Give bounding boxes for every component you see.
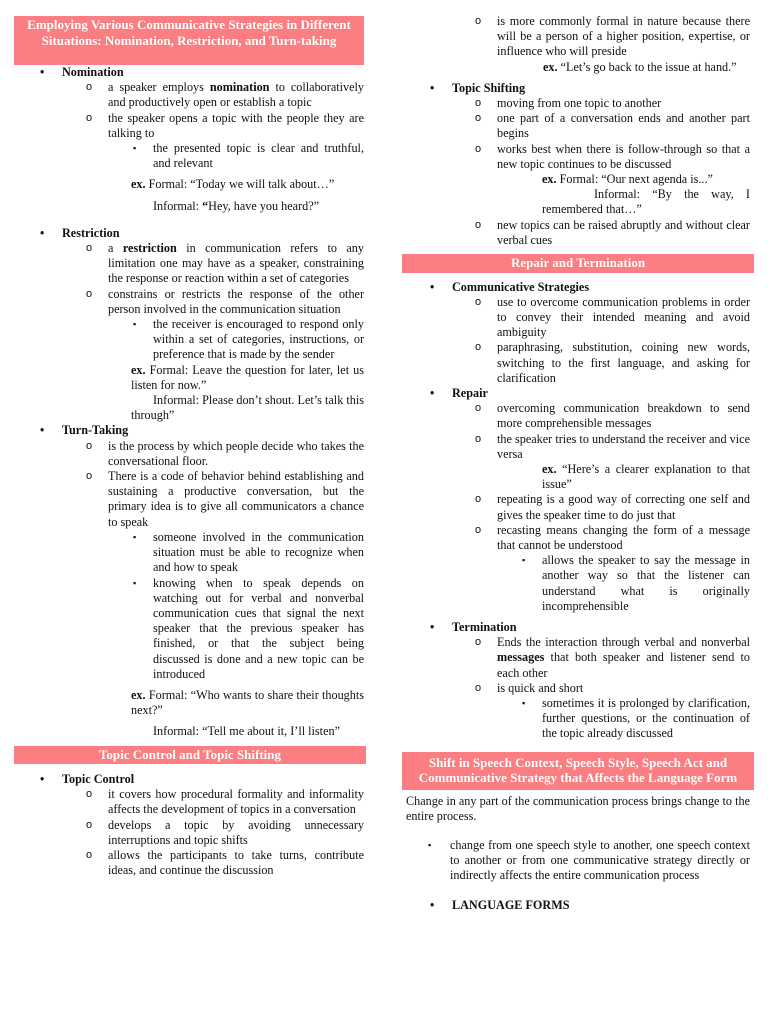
- topic-control-banner: Topic Control and Topic Shifting: [14, 746, 366, 765]
- turn-taking-example-formal: ex. Formal: “Who wants to share their thoughts next?”: [131, 687, 364, 718]
- turn-taking-subitem-2: ▪ knowing when to speak depends on watching out for verbal and nonverbal communication cues that signal the next speaker that the previous speaker has finished, or that the subject being discussed is done and a new topic can be introduced: [153, 576, 364, 682]
- repair-item-3: o repeating is a good way of correcting one self and gives the speaker time to do just that: [497, 492, 750, 522]
- termination-item-1: o Ends the interaction through verbal and nonverbal messages that both speaker and listener send to each other: [497, 635, 750, 681]
- repair-example: ex. “Here’s a clearer explanation to that issue”: [542, 461, 750, 492]
- turn-taking-heading: • Turn-Taking: [62, 423, 364, 438]
- topic-shifting-example-formal: ex. Formal: “Our next agenda is...”: [542, 172, 713, 187]
- termination-term: messages: [497, 650, 545, 665]
- right-column: [402, 0, 750, 913]
- nomination-subitem: ▪ the presented topic is clear and truthful, and relevant: [153, 141, 364, 171]
- restriction-item-1: o a restriction in communication refers to any limitation one may have as a speaker, constraining the response or reaction within a set of categories: [108, 241, 364, 287]
- nomination-term: nomination: [209, 80, 270, 95]
- main-title-banner: Employing Various Communicative Strategies in Different Situations: Nomination, Restriction, and Turn-taking: [14, 16, 364, 65]
- shift-banner: Shift in Speech Context, Speech Style, Speech Act and Communicative Strategy that Affects the Language Form: [402, 752, 754, 790]
- topic-control-heading: • Topic Control: [62, 772, 364, 787]
- repair-heading: • Repair: [452, 386, 750, 401]
- repair-item-2: o the speaker tries to understand the receiver and vice versa: [497, 432, 750, 462]
- restriction-term: restriction: [122, 241, 177, 256]
- topic-control-item-4: o is more commonly formal in nature because there will be a person of a higher position, expertise, or influence who will preside: [497, 14, 750, 60]
- termination-subitem: ▪ sometimes it is prolonged by clarification, further questions, or the continuation of the topic already discussed: [542, 696, 750, 742]
- communicative-item-2: o paraphrasing, substitution, coining new words, switching to the first language, and asking for clarification: [497, 340, 750, 386]
- turn-taking-subitem-1: ▪ someone involved in the communication situation must be able to recognize when and how to speak: [153, 530, 364, 576]
- topic-control-example: ex. “Let’s go back to the issue at hand.”: [543, 59, 737, 74]
- nomination-example-informal: Informal: “Hey, have you heard?”: [153, 198, 320, 213]
- topic-control-item-1: o it covers how procedural formality and informality affects the development of topics in a conversation: [108, 787, 364, 817]
- turn-taking-example-informal: Informal: “Tell me about it, I’ll listen”: [153, 724, 340, 739]
- repair-termination-banner: Repair and Termination: [402, 254, 754, 273]
- topic-shifting-item-1: o moving from one topic to another: [497, 96, 750, 111]
- turn-taking-item-2: o There is a code of behavior behind establishing and sustaining a productive conversation, but the primary idea is to give all communicators a chance to speak: [108, 469, 364, 530]
- repair-item-1: o overcoming communication breakdown to send more comprehensible messages: [497, 401, 750, 431]
- topic-control-item-3: o allows the participants to take turns, contribute ideas, and continue the discussion: [108, 848, 364, 878]
- restriction-example-formal: ex. Formal: Leave the question for later, let us listen for now.”: [131, 362, 364, 392]
- communicative-strategies-heading: • Communicative Strategies: [452, 280, 750, 295]
- turn-taking-item-1: o is the process by which people decide who takes the conversational floor.: [108, 439, 364, 469]
- shift-paragraph: Change in any part of the communication process brings change to the entire process.: [406, 793, 750, 823]
- nomination-item-1: o a speaker employs nomination to collaboratively and productively open or establish a topic: [108, 80, 364, 110]
- shift-item: ▪ change from one speech style to another, one speech context to another or from one communicative strategy directly or indirectly affects the entire communication process: [450, 838, 750, 884]
- restriction-example-informal: Informal: Please don’t shout. Let’s talk this through”: [131, 393, 364, 423]
- restriction-item-2: o constrains or restricts the response of the other person involved in the communication situation: [108, 287, 364, 317]
- language-forms-heading: • LANGUAGE FORMS: [452, 898, 750, 913]
- restriction-heading: • Restriction: [62, 226, 364, 241]
- nomination-heading: • Nomination: [62, 65, 364, 80]
- restriction-subitem: ▪ the receiver is encouraged to respond only within a set of categories, instructions, or preference that is made by the sender: [153, 317, 364, 363]
- topic-shifting-heading: • Topic Shifting: [452, 81, 750, 96]
- left-column: [14, 0, 364, 878]
- topic-shifting-item-4: o new topics can be raised abruptly and without clear verbal cues: [497, 218, 750, 248]
- topic-control-item-2: o develops a topic by avoiding unnecessary interruptions and topic shifts: [108, 818, 364, 848]
- topic-shifting-item-3: o works best when there is follow-through so that a new topic continues to be discussed: [497, 142, 750, 172]
- communicative-item-1: o use to overcome communication problems in order to convey their intended meaning and avoid ambiguity: [497, 295, 750, 341]
- topic-shifting-example-informal: Informal: “By the way, I remembered that…”: [542, 187, 750, 217]
- nomination-item-2: o the speaker opens a topic with the people they are talking to: [108, 111, 364, 141]
- repair-item-4: o recasting means changing the form of a message that cannot be understood: [497, 523, 750, 553]
- termination-heading: • Termination: [452, 620, 750, 635]
- termination-item-2: o is quick and short: [497, 681, 750, 696]
- repair-subitem: ▪ allows the speaker to say the message in another way so that the listener can understand what is originally incomprehensible: [542, 553, 750, 614]
- nomination-example-formal: ex. Formal: “Today we will talk about…”: [131, 177, 335, 192]
- topic-shifting-item-2: o one part of a conversation ends and another part begins: [497, 111, 750, 141]
